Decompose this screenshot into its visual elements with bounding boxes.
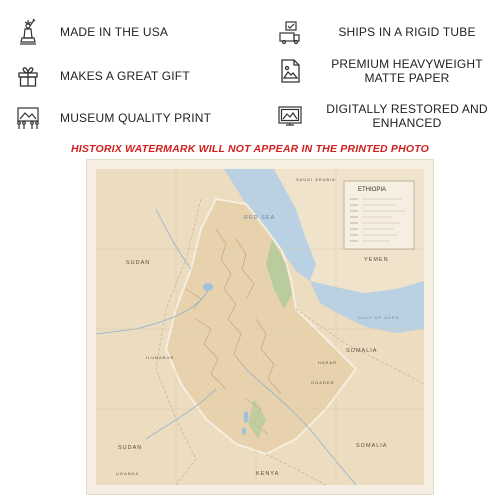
- feature-matte-paper: [276, 57, 492, 85]
- label-harar: HARAR: [318, 360, 338, 365]
- museum-icon: [14, 104, 42, 132]
- label-saudi-arabia: SAUDI ARABIA: [296, 177, 336, 182]
- label-somalia-north: SOMALIA: [346, 348, 378, 354]
- feature-label: MUSEUM QUALITY PRINT: [60, 111, 212, 125]
- label-sudan-south: SUDAN: [118, 445, 143, 451]
- feature-museum-quality: [14, 104, 211, 132]
- label-red-sea: RED SEA: [244, 215, 276, 221]
- feature-restored: [276, 102, 492, 130]
- statue-of-liberty-icon: [14, 18, 42, 46]
- label-ogaden: OGADEN: [311, 380, 335, 385]
- label-gulf-of-aden: GULF OF ADEN: [358, 315, 400, 320]
- feature-label: MAKES A GREAT GIFT: [60, 69, 190, 83]
- label-yemen: YEMEN: [364, 257, 389, 263]
- map-legend: [344, 181, 414, 249]
- feature-label: DIGITALLY RESTORED AND ENHANCED: [326, 102, 488, 130]
- gift-icon: [14, 62, 42, 90]
- ethiopia-map: [96, 169, 424, 485]
- feature-label: SHIPS IN A RIGID TUBE: [338, 25, 476, 39]
- feature-label: MADE IN THE USA: [60, 25, 169, 39]
- feature-rigid-tube: [276, 18, 492, 46]
- lake: [244, 411, 249, 423]
- restored-image-icon: [276, 102, 304, 130]
- label-somalia-south: SOMALIA: [356, 443, 388, 449]
- label-kenya: KENYA: [256, 471, 280, 477]
- feature-label: PREMIUM HEAVYWEIGHT MATTE PAPER: [331, 57, 483, 85]
- label-ilubabor: ILUBABOR: [146, 355, 175, 360]
- feature-list: [14, 18, 486, 138]
- feature-great-gift: [14, 62, 190, 90]
- shipping-tube-icon: [276, 18, 304, 46]
- lake-tana: [203, 283, 213, 291]
- map-poster: [87, 160, 433, 494]
- label-uganda: UGANDA: [116, 471, 140, 476]
- photo-paper-icon: [276, 57, 304, 85]
- legend-title: ETHIOPIA: [358, 187, 387, 193]
- lake: [242, 427, 246, 435]
- label-sudan-north: SUDAN: [126, 260, 151, 266]
- watermark-notice: HISTORIX WATERMARK WILL NOT APPEAR IN THE PRINTED PHOTO: [70, 143, 430, 155]
- feature-made-in-usa: [14, 18, 168, 46]
